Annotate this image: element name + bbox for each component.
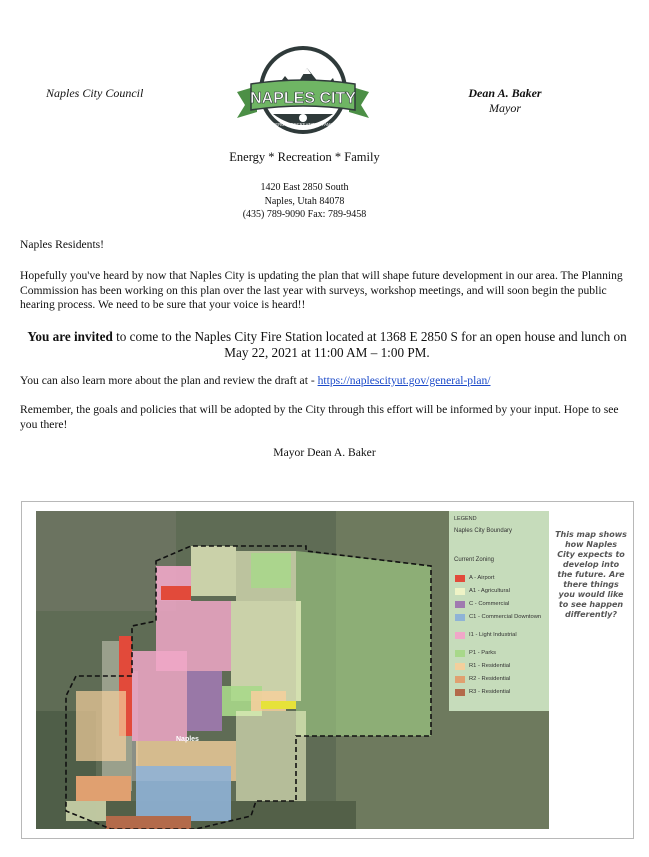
mayor-title: Mayor <box>489 101 521 115</box>
tagline: Energy * Recreation * Family <box>229 150 380 164</box>
paragraph-learn-more <box>20 374 634 389</box>
legend-boundary-label: Naples City Boundary <box>454 528 513 534</box>
legend-item-label: C1 - Commercial Downtown <box>469 614 542 620</box>
legend-item-label: P1 - Parks <box>469 650 497 656</box>
legend-swatch <box>455 632 465 639</box>
map-note: This map shows how Naples City expects to develop into the future. Are there things you would like to see happen differently? <box>555 530 627 619</box>
legend-item-label: A1 - Agricultural <box>469 588 510 594</box>
legend-swatch <box>455 650 465 657</box>
map-legend <box>449 511 549 711</box>
legend-swatch <box>455 614 465 621</box>
legend-swatch <box>455 575 465 582</box>
legend-item-label: I1 - Light Industrial <box>469 632 517 638</box>
paragraph-intro: Hopefully you've heard by now that Naples City is updating the plan that will shape future development in our area. The Planning Commission has been working on this plan over the last year with surveys, workshop meetings, and will soon begin the public hearing process. We need to be sure that your voice is heard!! <box>20 269 623 312</box>
general-plan-link[interactable]: https://naplescityut.gov/general-plan/ <box>317 374 491 387</box>
zoning-map-frame <box>21 501 634 839</box>
invitation-details: to come to the Naples City Fire Station located at 1368 E 2850 S for an open house and lunch on May 22, 2021 at 11:00 AM – 1:00 PM. <box>112 329 627 360</box>
legend-item-label: R3 - Residential <box>469 689 511 695</box>
address-block <box>0 181 609 222</box>
legend-item-label: C - Commercial <box>469 601 510 607</box>
greeting: Naples Residents! <box>20 238 105 251</box>
map-place-label: Naples <box>176 736 199 743</box>
legend-swatch <box>455 588 465 595</box>
address-line-1: 1420 East 2850 South <box>260 182 349 193</box>
logo-title: NAPLES CITY <box>250 90 356 107</box>
mayor-block <box>455 86 555 116</box>
legend-swatch <box>455 689 465 696</box>
address-line-2: Naples, Utah 84078 <box>264 195 345 207</box>
phone-line: (435) 789-9090 Fax: 789-9458 <box>242 209 367 220</box>
council-name: Naples City Council <box>46 86 144 100</box>
invitation-bold: You are invited <box>27 329 113 344</box>
legend-item-label: R2 - Residential <box>469 676 511 682</box>
paragraph-closing: Remember, the goals and policies that will be adopted by the City through this effort will be informed by your input. Hope to see you there! <box>20 403 619 431</box>
logo-subtitle: ENERGY • RECREATION • FAMILY <box>269 122 337 127</box>
signature: Mayor Dean A. Baker <box>273 446 376 459</box>
legend-item-label: R1 - Residential <box>469 663 511 669</box>
invitation <box>20 329 634 361</box>
naples-city-logo <box>233 42 373 150</box>
learn-more-text: You can also learn more about the plan and review the draft at - <box>20 374 318 387</box>
legend-header: LEGEND <box>454 516 477 522</box>
legend-swatch <box>455 676 465 683</box>
legend-item-label: A - Airport <box>469 575 495 581</box>
legend-swatch <box>455 601 465 608</box>
legend-swatch <box>455 663 465 670</box>
mayor-name: Dean A. Baker <box>468 86 542 100</box>
legend-zoning-label: Current Zoning <box>454 557 495 563</box>
